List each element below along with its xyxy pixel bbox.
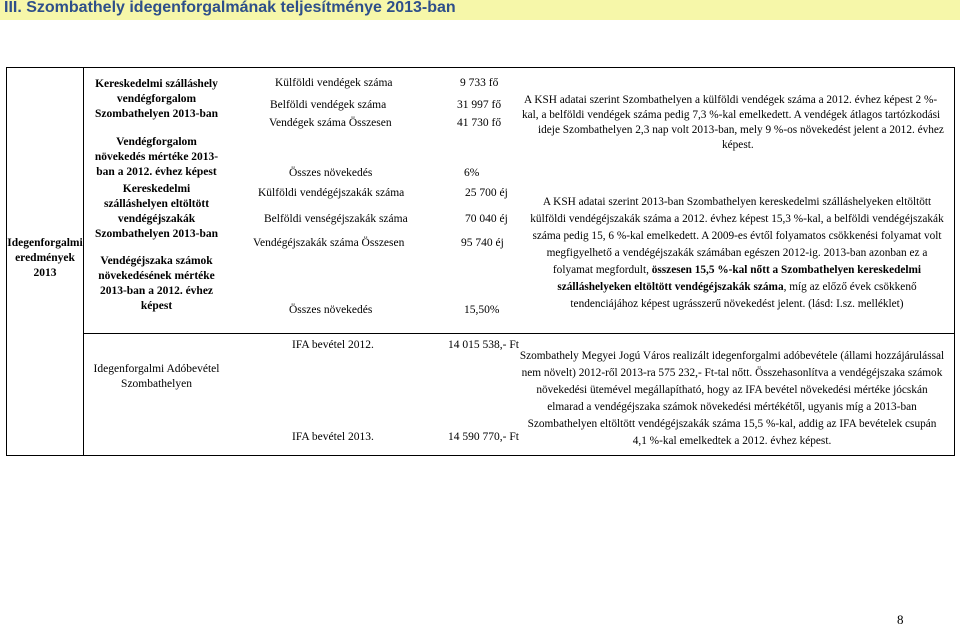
main-category-label: Idegenforgalmi eredmények 2013 [7, 237, 83, 279]
row-value: 9 733 fő [460, 77, 499, 89]
row-label: IFA bevétel 2012. [292, 339, 374, 351]
section-note-tax-revenue: Szombathely Megyei Jogú Város realizált idegenforgalmi adóbevétele (állami hozzájárulással nem növelt) 2012-ről 2013-ra 575 232,- Ft-tal nőtt. Összehasonlítva a vendégéjszaka számok növekedési ütemével megállapítható, hogy az IFA bevétel növekedési mértéke jócskán elmarad a vendégéjszaka számok növekedési mértékétől, ugyanis míg a 2013-ban Szombathelyen eltöltött vendégéjszakák száma 15,5 %-kal, addig az IFA bevételek csupán 4,1 %-kal emelkedtek a 2012. évhez képest. [519, 350, 945, 447]
table-border-bottom [6, 455, 954, 456]
row-value: 14 590 770,- Ft [448, 431, 519, 443]
growth-row-value: 15,50% [464, 304, 500, 316]
section-label-guest-nights: Kereskedelmi szálláshelyen eltöltött vendégéjszakák Szombathelyen 2013-ban [95, 183, 218, 240]
table-border-top [6, 67, 954, 68]
growth-row-value: 6% [464, 167, 480, 179]
row-value: 70 040 éj [465, 213, 508, 225]
section-note-guest-traffic: A KSH adatai szerint Szombathelyen a külföldi vendégek száma a 2012. évhez képest 2 %- kal, a belföldi vendégek száma pedig 7,3 %-kal emelkedett. A vendégek átlagos tartózkodási ideje Szombathelyen 2,3 nap volt 2013-ban, mely 9 %-os növekedést jelent a 2012. évhez képest. [522, 94, 944, 151]
row-value: 14 015 538,- Ft [448, 339, 519, 351]
row-label: Vendégek száma Összesen [269, 117, 392, 129]
section-label-guest-traffic: Kereskedelmi szálláshely vendégforgalom Szombathelyen 2013-ban [95, 78, 218, 120]
page-number: 8 [897, 612, 904, 627]
growth-label-guest-nights: Vendégéjszaka számok növekedésének mértéke 2013-ban a 2012. évhez képest [98, 255, 215, 312]
row-value: 95 740 éj [461, 237, 504, 249]
row-label: Külföldi vendégek száma [275, 77, 393, 89]
row-label: Belföldi venségéjszakák száma [264, 213, 408, 225]
row-value: 41 730 fő [457, 117, 502, 129]
section-divider [83, 333, 954, 334]
row-label: Külföldi vendégéjszakák száma [258, 187, 405, 199]
section-note-guest-nights: A KSH adatai szerint 2013-ban Szombathelyen kereskedelmi szálláshelyeken eltöltött külföldi vendégéjszakák száma a 2012. évhez képest 15,3 %-kal, a belföldi vendégéjszakák száma pedig 15, 6 %-kal emelkedett. A 2009-es évtől folyamatos csökkenési folyamat volt megfigyelhető a vendégéjszakák számában egészen 2012-ig. 2013-ban azonban ez a folyamat megfordult, összesen 15,5 %-kal nőtt a Szombathelyen kereskedelmi szálláshelyeken eltöltött vendégéjszakák száma, míg az előző évek csökkenő tendenciájához képest ugrásszerű növekedést jelent. (lásd: I.sz. melléklet) [530, 196, 944, 310]
growth-row-label: Összes növekedés [289, 304, 373, 316]
growth-label-guest-traffic: Vendégforgalom növekedés mértéke 2013- ban a 2012. évhez képest [94, 136, 219, 178]
row-label: Belföldi vendégek száma [270, 99, 387, 111]
growth-row-label: Összes növekedés [289, 167, 373, 179]
row-value: 31 997 fő [457, 99, 502, 111]
page-title: III. Szombathely idegenforgalmának teljesítménye 2013-ban [4, 0, 456, 16]
section-label-tax-revenue: Idegenforgalmi Adóbevétel Szombathelyen [93, 363, 220, 390]
row-value: 25 700 éj [465, 187, 508, 199]
row-label: Vendégéjszakák száma Összesen [253, 237, 405, 249]
row-label: IFA bevétel 2013. [292, 431, 374, 443]
